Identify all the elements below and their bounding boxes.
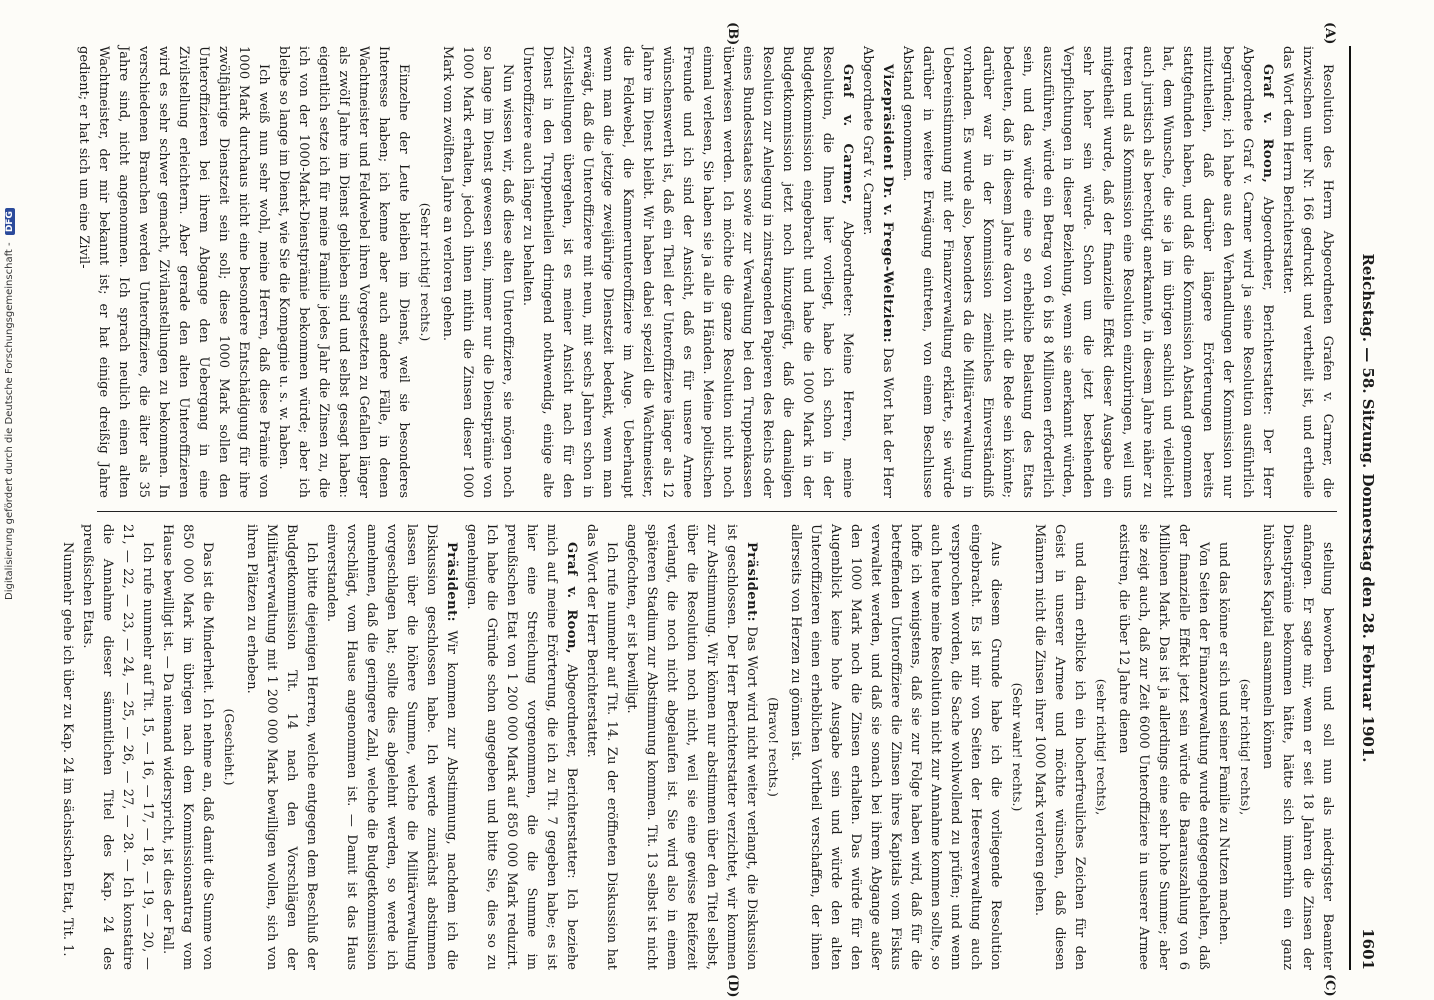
credit-text: Digitalisierung gefördert durch die Deutsche Forschungsgemeinschaft - bbox=[4, 242, 15, 600]
header-title: Reichstag. — 58. Sitzung. Donnerstag den 28. Februar 1901. bbox=[1359, 253, 1377, 763]
paragraph-text: stellung beworben und soll nun als niedrigster Beamter anfangen. Er sagte mir, wenn er seit 18 Jahren die Zinsen der Dienstprämie bekommen hätte, hätte sich immerhin ein ganz hübsches Kapital ansammeln können bbox=[1260, 524, 1335, 970]
paragraph bbox=[857, 46, 897, 498]
paragraph bbox=[517, 46, 857, 498]
interjection: (sehr richtig! rechts), bbox=[1094, 678, 1109, 816]
speaker-name: Präsident: bbox=[744, 542, 759, 622]
scanned-page bbox=[35, 0, 1395, 1000]
paragraph bbox=[1277, 46, 1337, 498]
speaker-name: Graf v. Carmer, bbox=[840, 64, 855, 206]
paragraph-text: Einzelne der Leute bleiben im Dienst, weil sie besonderes Interesse haben; ich kenne aber auch andere Fälle, in denen Wachtmeister und Feldwebel ihren Vorgesetzten zu Gefallen länger als zwölf Jahre im Dienst geblieben sind und selbst gesagt haben: eigentlich setze ich für meine Familie jedes Jahr die Zinsen zu, die ich von der 1000-Mark-Dienstprämie bekommen würde; aber ich bleibe so lange im Dienst, wie Sie die Kompagnie u. s. w. haben. bbox=[276, 46, 411, 498]
paragraph bbox=[157, 524, 217, 970]
margin-marker-d: (D) bbox=[725, 974, 740, 998]
digitization-credit bbox=[4, 200, 18, 600]
paragraph-text: Abgeordneter: Meine Herren, meine Resolution, die Ihnen hier vorliegt, habe ich schon in der Budgetkommission eingebracht und habe die 1000 Mark in der Budgetkommission jetzt noch hinzugefügt, daß die damaligen Resolution zur Anlegung in zinstragenden Papieren des Reichs oder eines Bundesstaates sowie zur Verwaltung bei den Truppenkassen überwiesen werden. Ich möchte die ganze Resolution nicht noch einmal verlesen, Sie haben sie ja alle in Händen. Meine politischen Freunde und ich sind der Ansicht, daß es für unsere Armee wünschenswerth ist, daß ein Theil der Unteroffiziere länger als 12 Jahre im Dienst bleibt. Wir haben dabei speziell die Wachtmeister, die Feldwebel, die Kammerunteroffiziere im Auge. Ueberhaupt wenn man die jetzige zweijährige Dienstzeit bedenkt, wenn man erwägt, daß die Unteroffiziere mit neun, mit sechs Jahren schon in Zivilstellungen übergehen, ist es meiner Ansicht nach für den Dienst in den Truppentheilen dringend nothwendig, einige alte Unteroffiziere auch länger zu behalten. bbox=[520, 46, 855, 498]
paragraph bbox=[1113, 524, 1213, 970]
left-column bbox=[77, 46, 1337, 498]
speaker-name: Graf v. Roon, bbox=[564, 542, 579, 654]
paragraph-text: Nunmehr gehe ich über zu Kap. 24 im sächsischen Etat, Tit. 1. bbox=[60, 542, 75, 957]
paragraph-text: Ich rufe nunmehr auf Tit. 14. Zu der eröffneten Diskussion hat das Wort der Herr Berichterstatter. bbox=[584, 524, 619, 970]
interjection: (sehr richtig! rechts), bbox=[1238, 678, 1253, 816]
speaker-name: Vizepräsident Dr. v. Frege-Weltzien: bbox=[880, 64, 895, 344]
paragraph bbox=[581, 524, 621, 970]
interjection: (Sehr wahr! rechts.) bbox=[1010, 682, 1025, 812]
margin-marker-a: (A) bbox=[1322, 22, 1337, 45]
paragraph bbox=[785, 524, 1005, 970]
paragraph bbox=[1257, 524, 1337, 970]
dfg-logo: DFG bbox=[5, 208, 15, 235]
paragraph-text: Das Wort hat der Herr Abgeordnete Graf v. Carmer. bbox=[860, 46, 895, 498]
interjection: (Sehr richtig! rechts.) bbox=[418, 202, 433, 342]
paragraph bbox=[621, 524, 761, 970]
paragraph-text: Abgeordneter, Berichterstatter: Ich beziehe mich auf meine Erörterung, die ich zu Tit. 7 gegeben habe; es ist hier eine Streichung vorgenommen, die die Summe im preußischen Etat von 1 200 000 Mark auf 850 000 Mark reduzirt. Ich habe die Gründe schon angegeben und bitte Sie, dies so zu genehmigen. bbox=[464, 524, 579, 970]
interjection: (Bravo! rechts.) bbox=[766, 697, 781, 797]
paragraph-text: und das könne er sich und seiner Familie zu Nutzen machen. bbox=[1216, 542, 1231, 945]
paragraph-text: Das Wort wird nicht weiter verlangt, die Diskussion ist geschlossen. Der Herr Berichterstatter verzichtet, wir kommen zur Abstimmung. Wir können nur abstimmen über den Titel selbst, über die Resolution noch nicht, weil sie eine gewisse Reifezeit verlangt, die noch nicht abgelaufen ist. Sie wird also in einem späteren Stadium zur Abstimmung kommen. Tit. 13 selbst ist nicht angefochten, er ist bewilligt. bbox=[624, 524, 759, 970]
speaker-name: Präsident: bbox=[444, 542, 459, 622]
paragraph bbox=[321, 524, 461, 970]
interjection: (Geschieht.) bbox=[222, 708, 237, 786]
page-number: 1601 bbox=[1359, 928, 1377, 970]
paragraph bbox=[273, 46, 413, 498]
paragraph-text: und darin erblicke ich ein hocherfreuliches Zeichen für den Geist in unserer Armee und möchte wünschen, daß diesen Männern nicht die Zinsen ihrer 1000 Mark verloren gehen. bbox=[1032, 524, 1087, 970]
paragraph-text: Wir kommen zur Abstimmung, nachdem ich die Diskussion geschlossen habe. Ich werde zunächst abstimmen lassen über die höhere Summe, welche die Militärverwaltung vorgeschlagen hat; sollte dies abgelehnt werden, so werde ich annehmen, daß die geringere Zahl, welche die Budgetkommission vorschlägt, vom Hause angenommen ist. — Damit ist das Haus einverstanden. bbox=[324, 524, 459, 970]
paragraph bbox=[1029, 524, 1089, 970]
paragraph bbox=[73, 46, 273, 498]
paragraph-text: Ich weiß nun sehr wohl, meine Herren, daß diese Prämie von 1000 Mark durchaus nicht eine besondere Entschädigung für ihre zwölfjährige Dienstzeit sein soll; diese 1000 Mark sollen den Unteroffizieren bei ihrem Abgange den Uebergang in eine Zivilstellung erleichtern. Aber gerade den alten Unteroffizieren wird es sehr schwer gemacht, Zivilanstellungen zu bekommen. In verschiedenen Branchen werden Unteroffiziere, die älter als 35 Jahre sind, nicht angenommen. Ich sprach neulich einen alten Wachtmeister, der mir bekannt ist; er hat einige dreißig Jahre gedient; er hat sich um eine Zivil- bbox=[76, 46, 271, 498]
speaker-name: Graf v. Roon, bbox=[1260, 64, 1275, 184]
paragraph bbox=[461, 524, 581, 970]
paragraph-text: Abgeordneter, Berichterstatter: Der Herr Abgeordnete Graf v. Carmer wird ja seine Resolution ausführlich begründen; ich habe aus den Verhandlungen der Kommission nur mitzutheilen, daß darüber längere Erörterungen bereits stattgefunden haben, und daß die Kommission Abstand genommen hat, dem Wunsche, die sie ja im übrigen sachlich und vielleicht auch juristisch als berechtigt anerkannte, in diesem Jahre näher zu treten und als Kommission eine Resolution einzubringen, weil uns mitgetheilt wurde, daß der finanzielle Effekt dieser Ausgabe ein sehr hoher sein würde. Schon um die jetzt bestehenden Verpflichtungen in dieser Beziehung, wenn sie anerkannt würden, auszuführen, würde ein Betrag von 6 bis 8 Millionen erforderlich sein, und das würde eine so erhebliche Belastung des Etats bedeuten, daß in diesem Jahre davon nicht die Rede sein könnte; darüber war in der Kommission ziemliches Einverständniß vorhanden. Es wurde also, besonders da die Militärverwaltung in Uebereinstimmung mit der Finanzverwaltung erklärte, sie würde darüber in weitere Erwägung eintreten, von einem Beschlusse Abstand genommen. bbox=[900, 46, 1275, 498]
paragraph-text: Das ist die Minderheit. Ich nehme an, daß damit die Summe von 850 000 Mark im übrigen nach dem Kommissionsantrag vom Hause bewilligt ist. — Da niemand widerspricht, ist dies der Fall. bbox=[160, 524, 215, 970]
paragraph-text: Nun wissen wir, daß diese alten Unteroffiziere, sie mögen noch so lange im Dienst gewesen sein, immer nur die Dienstprämie von 1000 Mark erhalten, jedoch ihnen mithin die Zinsen dieser 1000 Mark vom zwölften Jahre an verloren gehen. bbox=[440, 46, 515, 498]
paragraph bbox=[897, 46, 1277, 498]
paragraph bbox=[241, 524, 321, 970]
paragraph-text: Resolution des Herrn Abgeordneten Grafen v. Carmer, die inzwischen unter Nr. 166 gedruckt und vertheilt ist, und ertheile das Wort dem Herrn Berichterstatter. bbox=[1280, 46, 1335, 498]
paragraph bbox=[77, 524, 157, 970]
right-column bbox=[60, 524, 1337, 970]
paragraph-text: Aus diesem Grunde habe ich die vorliegende Resolution eingebracht. Es ist mir von Seiten der Heeresverwaltung auch versprochen worden, die Sache wohlwollend zu prüfen; und wenn auch heute meine Resolution nicht zur Annahme kommen sollte, so hoffe ich wenigstens, daß sie zur Folge haben wird, daß für die betreffenden Unteroffiziere die Zinsen ihres Kapitals vom Fiskus verwaltet werden, und daß sie sonach bei ihrem Abgange außer den 1000 Mark noch die Zinsen erhalten. Das würde für den Augenblick keine hohe Ausgabe sein und würde den alten Unteroffizieren einen erheblichen Vortheil verschaffen, der ihnen allerseits von Herzen zu gönnen ist. bbox=[788, 524, 1003, 970]
paragraph bbox=[1213, 524, 1233, 970]
paragraph bbox=[437, 46, 517, 498]
paragraph-text: Von Seiten der Finanzverwaltung wurde entgegengehalten, daß der finanzielle Effekt jetzt sein würde die Baarauszahlung von 6 Millionen Mark. Das ist ja allerdings eine sehr hohe Summe; aber sie zeigt auch, daß zur Zeit 6000 Unteroffiziere in unserer Armee existiren, die über 12 Jahre dienen bbox=[1116, 524, 1211, 970]
margin-marker-c: (C) bbox=[1322, 974, 1337, 997]
margin-marker-b: (B) bbox=[725, 22, 740, 46]
paragraph-text: Ich bitte diejenigen Herren, welche entgegen dem Beschluß der Budgetkommission Tit. 14 nach den Vorschlägen der Militärverwaltung mit 1 200 000 Mark bewilligen wollen, sich von ihren Plätzen zu erheben. bbox=[244, 524, 319, 970]
header-rule bbox=[1349, 46, 1351, 970]
paragraph bbox=[57, 524, 77, 970]
column-divider bbox=[97, 511, 1337, 512]
paragraph-text: Ich rufe nunmehr auf Tit. 15, — 16, — 17, — 18, — 19, — 20, — 21, — 22, — 23, — 24, — 25, — 26, — 27, — 28. — Ich konstatire die Annahme dieser sämmtlichen Titel des Kap. 24 des preußischen Etats. bbox=[80, 524, 155, 970]
